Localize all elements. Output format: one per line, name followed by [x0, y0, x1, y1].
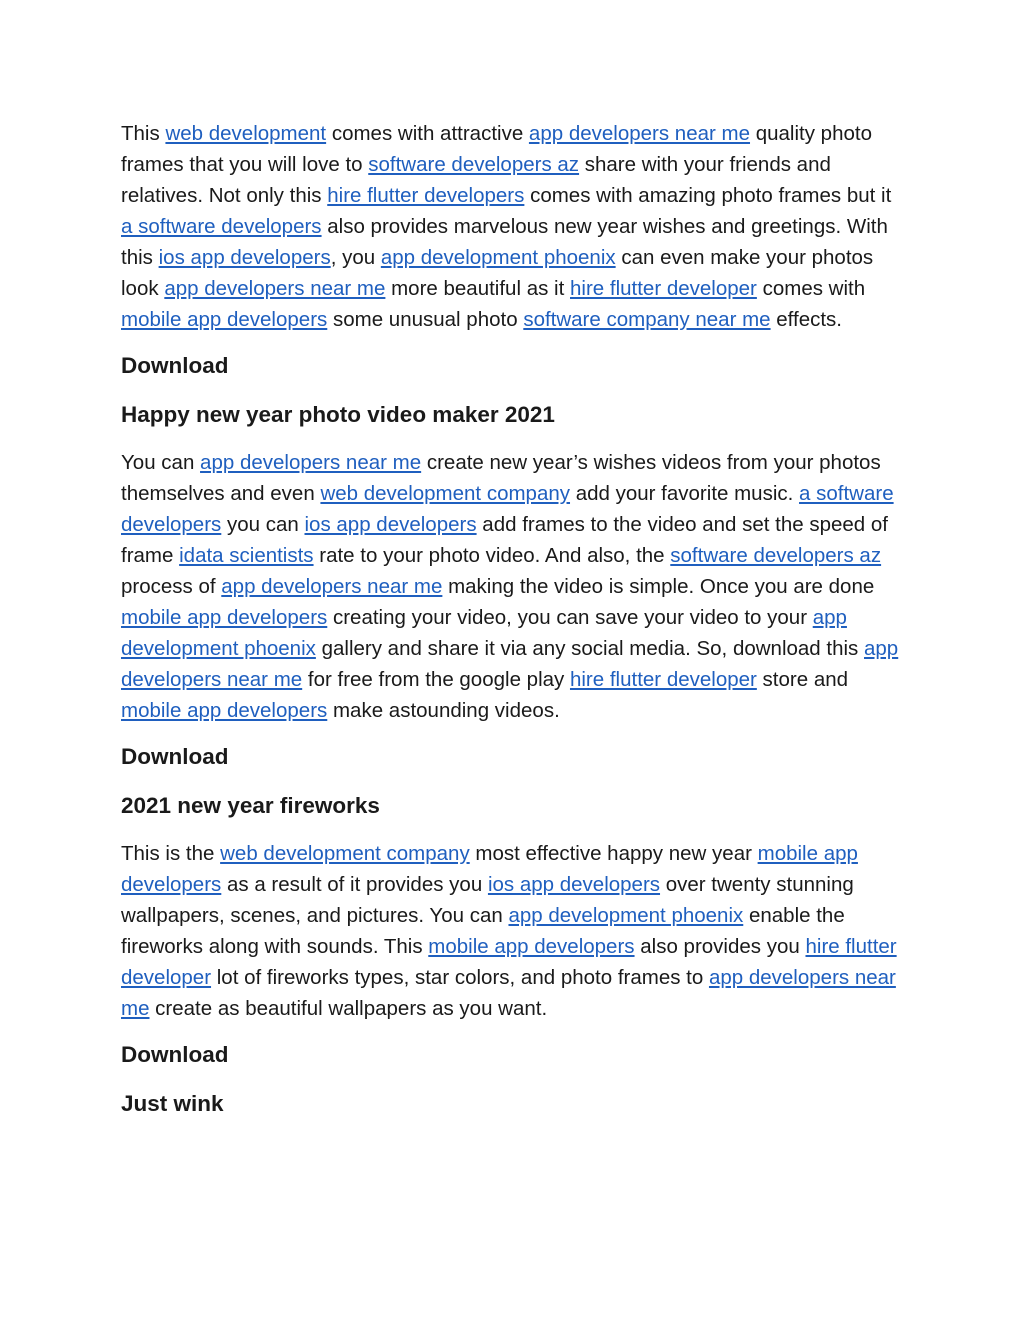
paragraph-text: comes with	[756, 277, 866, 300]
inline-link[interactable]: app development phoenix	[380, 246, 616, 269]
paragraph-text: make astounding videos.	[327, 699, 560, 722]
inline-link[interactable]: web development	[165, 122, 327, 145]
inline-link[interactable]: mobile app developers	[121, 606, 328, 629]
inline-link[interactable]: ios app developers	[487, 873, 661, 896]
section-heading: Just wink	[121, 1091, 224, 1116]
paragraph-text: can even make your photos look	[121, 246, 874, 300]
body-paragraph	[121, 838, 907, 1024]
paragraph-text: enable the fireworks along with sounds. This	[121, 904, 845, 958]
paragraph-text: comes with amazing photo frames but it	[524, 184, 892, 207]
inline-link[interactable]: app developers near me	[200, 451, 422, 474]
paragraph-text: also provides marvelous new year wishes and greetings. With this	[121, 215, 888, 269]
download-label: Download	[121, 744, 229, 769]
inline-link[interactable]: hire flutter developers	[327, 184, 525, 207]
inline-link[interactable]: web development company	[320, 482, 571, 505]
inline-link[interactable]: ios app developers	[304, 513, 477, 536]
inline-link[interactable]: software developers az	[368, 153, 580, 176]
paragraph-text: making the video is simple. Once you are done	[442, 575, 875, 598]
body-paragraph	[121, 447, 907, 726]
paragraph-text: as a result of it provides you	[221, 873, 488, 896]
inline-link[interactable]: app developers near me	[164, 277, 386, 300]
paragraph-text: effects.	[770, 308, 842, 331]
paragraph-text: most effective happy new year	[469, 842, 758, 865]
paragraph-text: process of	[121, 575, 222, 598]
paragraph-text: This	[121, 122, 166, 145]
paragraph-text: , you	[330, 246, 381, 269]
paragraph-text: share with your friends and relatives. Not only this	[121, 153, 831, 207]
inline-link[interactable]: ios app developers	[158, 246, 331, 269]
inline-link[interactable]: app developers near me	[121, 966, 896, 1020]
paragraph-text: more beautiful as it	[385, 277, 570, 300]
paragraph-text: over twenty stunning wallpapers, scenes, and pictures. You can	[121, 873, 854, 927]
paragraph-text: This is the	[121, 842, 221, 865]
inline-link[interactable]: app development phoenix	[508, 904, 744, 927]
section-heading: Happy new year photo video maker 2021	[121, 402, 555, 427]
paragraph-text: comes with attractive	[326, 122, 529, 145]
paragraph-text: rate to your photo video. And also, the	[313, 544, 671, 567]
inline-link[interactable]: mobile app developers	[121, 842, 858, 896]
download-label: Download	[121, 353, 229, 378]
inline-link[interactable]: idata scientists	[179, 544, 314, 567]
body-paragraph	[121, 118, 907, 335]
inline-link[interactable]: web development company	[220, 842, 470, 865]
document-page	[121, 118, 907, 1136]
inline-link[interactable]: mobile app developers	[428, 935, 635, 958]
inline-link[interactable]: software developers az	[670, 544, 882, 567]
paragraph-text: you can	[221, 513, 305, 536]
paragraph-text: add frames to the video and set the speed of frame	[121, 513, 889, 567]
inline-link[interactable]: a software developers	[121, 215, 322, 238]
paragraph-text: also provides you	[634, 935, 806, 958]
inline-link[interactable]: mobile app developers	[121, 699, 328, 722]
inline-link[interactable]: mobile app developers	[121, 308, 328, 331]
inline-link[interactable]: app development phoenix	[121, 606, 847, 660]
inline-link[interactable]: app developers near me	[528, 122, 751, 145]
paragraph-text: store and	[756, 668, 849, 691]
paragraph-text: quality photo frames that you will love to	[121, 122, 872, 176]
inline-link[interactable]: app developers near me	[121, 637, 899, 691]
inline-link[interactable]: hire flutter developer	[570, 277, 757, 300]
paragraph-text: add your favorite music.	[570, 482, 800, 505]
paragraph-text: You can	[121, 451, 201, 474]
paragraph-text: for free from the google play	[302, 668, 570, 691]
paragraph-text: creating your video, you can save your video to your	[327, 606, 813, 629]
section-heading: 2021 new year fireworks	[121, 793, 380, 818]
inline-link[interactable]: app developers near me	[221, 575, 443, 598]
paragraph-text: lot of fireworks types, star colors, and photo frames to	[211, 966, 709, 989]
inline-link[interactable]: a software developers	[121, 482, 894, 536]
inline-link[interactable]: software company near me	[523, 308, 771, 331]
paragraph-text: create as beautiful wallpapers as you want.	[149, 997, 548, 1020]
inline-link[interactable]: hire flutter developer	[569, 668, 757, 691]
paragraph-text: gallery and share it via any social media. So, download this	[315, 637, 864, 660]
inline-link[interactable]: hire flutter developer	[121, 935, 897, 989]
paragraph-text: create new year’s wishes videos from your photos themselves and even	[121, 451, 881, 505]
download-label: Download	[121, 1042, 229, 1067]
paragraph-text: some unusual photo	[327, 308, 524, 331]
